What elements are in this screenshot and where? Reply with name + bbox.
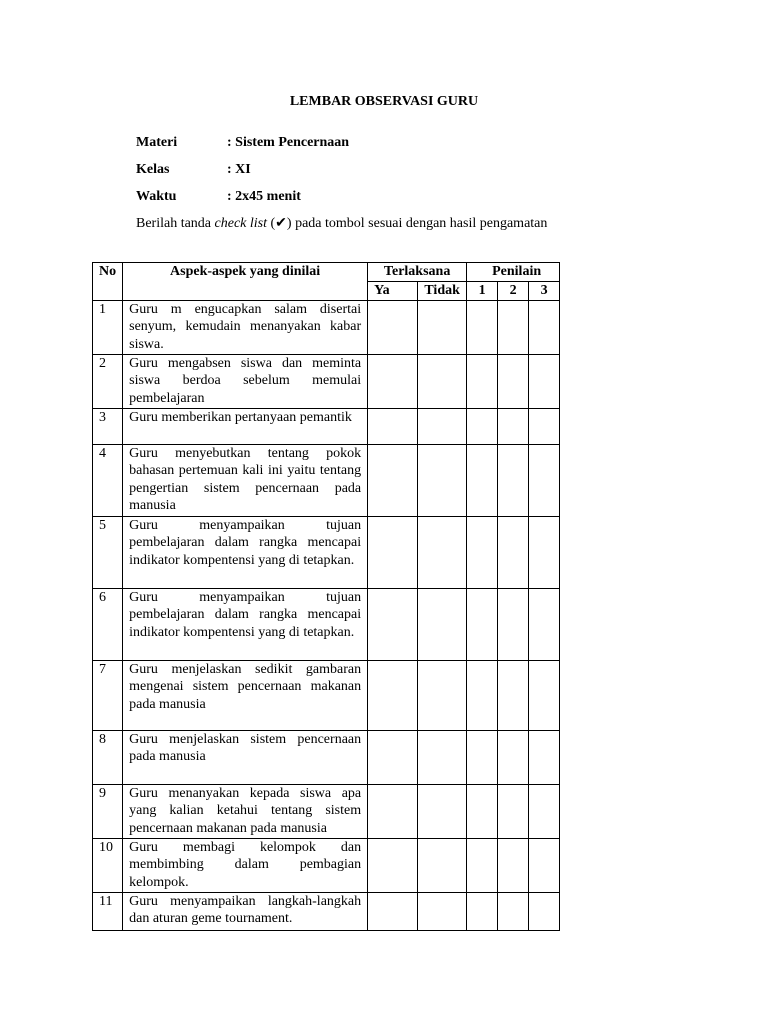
header-no: No — [93, 263, 123, 301]
instruction-before: Berilah tanda — [136, 216, 215, 231]
tidak-cell[interactable] — [418, 444, 467, 516]
header-2: 2 — [498, 282, 529, 301]
row-number: 7 — [93, 660, 123, 730]
score-2-cell[interactable] — [498, 892, 529, 930]
table-body — [93, 300, 560, 930]
header-tidak: Tidak — [418, 282, 467, 301]
score-2-cell[interactable] — [498, 838, 529, 892]
table-row — [93, 444, 560, 516]
tidak-cell[interactable] — [418, 660, 467, 730]
ya-cell[interactable] — [368, 892, 418, 930]
observation-table — [92, 262, 560, 931]
score-1-cell[interactable] — [467, 444, 498, 516]
row-aspect-text: Guru menyebutkan tentang pokok bahasan pertemuan kali ini yaitu tentang pengertian sistem pencernaan pada manusia — [123, 444, 368, 516]
table-row — [93, 730, 560, 784]
row-number: 5 — [93, 516, 123, 588]
info-value: : 2x45 menit — [227, 189, 301, 204]
score-3-cell[interactable] — [529, 660, 560, 730]
info-kelas — [136, 162, 251, 178]
tidak-cell[interactable] — [418, 516, 467, 588]
score-2-cell[interactable] — [498, 660, 529, 730]
row-number: 6 — [93, 588, 123, 660]
score-1-cell[interactable] — [467, 300, 498, 354]
header-aspek: Aspek-aspek yang dinilai — [123, 263, 368, 301]
score-3-cell[interactable] — [529, 784, 560, 838]
score-2-cell[interactable] — [498, 784, 529, 838]
header-terlaksana: Terlaksana — [368, 263, 467, 282]
tidak-cell[interactable] — [418, 892, 467, 930]
score-3-cell[interactable] — [529, 516, 560, 588]
score-1-cell[interactable] — [467, 588, 498, 660]
ya-cell[interactable] — [368, 300, 418, 354]
info-label: Kelas — [136, 162, 170, 177]
table-row — [93, 588, 560, 660]
score-1-cell[interactable] — [467, 660, 498, 730]
score-3-cell[interactable] — [529, 408, 560, 444]
row-aspect-text: Guru mengabsen siswa dan meminta siswa berdoa sebelum memulai pembelajaran — [123, 354, 368, 408]
table-row — [93, 516, 560, 588]
score-1-cell[interactable] — [467, 838, 498, 892]
row-aspect-text: Guru menanyakan kepada siswa apa yang kalian ketahui tentang sistem pencernaan makanan pada manusia — [123, 784, 368, 838]
row-number: 2 — [93, 354, 123, 408]
score-3-cell[interactable] — [529, 892, 560, 930]
tidak-cell[interactable] — [418, 300, 467, 354]
score-3-cell[interactable] — [529, 354, 560, 408]
score-1-cell[interactable] — [467, 354, 498, 408]
info-value: : Sistem Pencernaan — [227, 135, 350, 150]
tidak-cell[interactable] — [418, 408, 467, 444]
ya-cell[interactable] — [368, 838, 418, 892]
info-waktu — [136, 189, 301, 205]
instruction-text — [136, 215, 547, 232]
row-aspect-text: Guru memberikan pertanyaan pemantik — [123, 408, 368, 444]
instruction-after: (✔) pada tombol sesuai dengan hasil pengamatan — [267, 216, 548, 231]
row-number: 8 — [93, 730, 123, 784]
row-number: 9 — [93, 784, 123, 838]
score-1-cell[interactable] — [467, 892, 498, 930]
row-aspect-text: Guru membagi kelompok dan membimbing dalam pembagian kelompok. — [123, 838, 368, 892]
table-row — [93, 300, 560, 354]
score-2-cell[interactable] — [498, 730, 529, 784]
info-value: : XI — [227, 162, 251, 177]
tidak-cell[interactable] — [418, 354, 467, 408]
score-2-cell[interactable] — [498, 408, 529, 444]
ya-cell[interactable] — [368, 588, 418, 660]
table-row — [93, 354, 560, 408]
header-penilain: Penilain — [467, 263, 560, 282]
instruction-italic: check list — [214, 216, 268, 231]
score-3-cell[interactable] — [529, 730, 560, 784]
score-1-cell[interactable] — [467, 730, 498, 784]
row-aspect-text: Guru menyampaikan langkah-langkah dan aturan geme tournament. — [123, 892, 368, 930]
row-number: 3 — [93, 408, 123, 444]
header-ya: Ya — [368, 282, 418, 301]
table-row — [93, 660, 560, 730]
ya-cell[interactable] — [368, 516, 418, 588]
ya-cell[interactable] — [368, 660, 418, 730]
ya-cell[interactable] — [368, 730, 418, 784]
score-3-cell[interactable] — [529, 300, 560, 354]
row-aspect-text: Guru menyampaikan tujuan pembelajaran dalam rangka mencapai indikator kompentensi yang di tetapkan. — [123, 516, 368, 588]
score-1-cell[interactable] — [467, 408, 498, 444]
score-3-cell[interactable] — [529, 838, 560, 892]
score-1-cell[interactable] — [467, 784, 498, 838]
score-2-cell[interactable] — [498, 516, 529, 588]
table-row — [93, 838, 560, 892]
score-1-cell[interactable] — [467, 516, 498, 588]
header-1: 1 — [467, 282, 498, 301]
table-row — [93, 784, 560, 838]
row-aspect-text: Guru menyampaikan tujuan pembelajaran dalam rangka mencapai indikator kompentensi yang di tetapkan. — [123, 588, 368, 660]
score-2-cell[interactable] — [498, 588, 529, 660]
info-label: Waktu — [136, 189, 177, 204]
tidak-cell[interactable] — [418, 838, 467, 892]
tidak-cell[interactable] — [418, 730, 467, 784]
row-aspect-text: Guru menjelaskan sistem pencernaan pada manusia — [123, 730, 368, 784]
row-number: 10 — [93, 838, 123, 892]
ya-cell[interactable] — [368, 354, 418, 408]
table-row — [93, 408, 560, 444]
row-aspect-text: Guru menjelaskan sedikit gambaran mengenai sistem pencernaan makanan pada manusia — [123, 660, 368, 730]
row-aspect-text: Guru m engucapkan salam disertai senyum, kemudain menanyakan kabar siswa. — [123, 300, 368, 354]
row-number: 4 — [93, 444, 123, 516]
score-2-cell[interactable] — [498, 300, 529, 354]
score-3-cell[interactable] — [529, 588, 560, 660]
info-materi — [136, 135, 349, 151]
table-row — [93, 892, 560, 930]
row-number: 1 — [93, 300, 123, 354]
row-number: 11 — [93, 892, 123, 930]
tidak-cell[interactable] — [418, 588, 467, 660]
document-title: LEMBAR OBSERVASI GURU — [289, 94, 479, 109]
ya-cell[interactable] — [368, 408, 418, 444]
info-label: Materi — [136, 135, 178, 150]
tidak-cell[interactable] — [418, 784, 467, 838]
score-2-cell[interactable] — [498, 444, 529, 516]
header-3: 3 — [529, 282, 560, 301]
ya-cell[interactable] — [368, 444, 418, 516]
score-3-cell[interactable] — [529, 444, 560, 516]
ya-cell[interactable] — [368, 784, 418, 838]
score-2-cell[interactable] — [498, 354, 529, 408]
